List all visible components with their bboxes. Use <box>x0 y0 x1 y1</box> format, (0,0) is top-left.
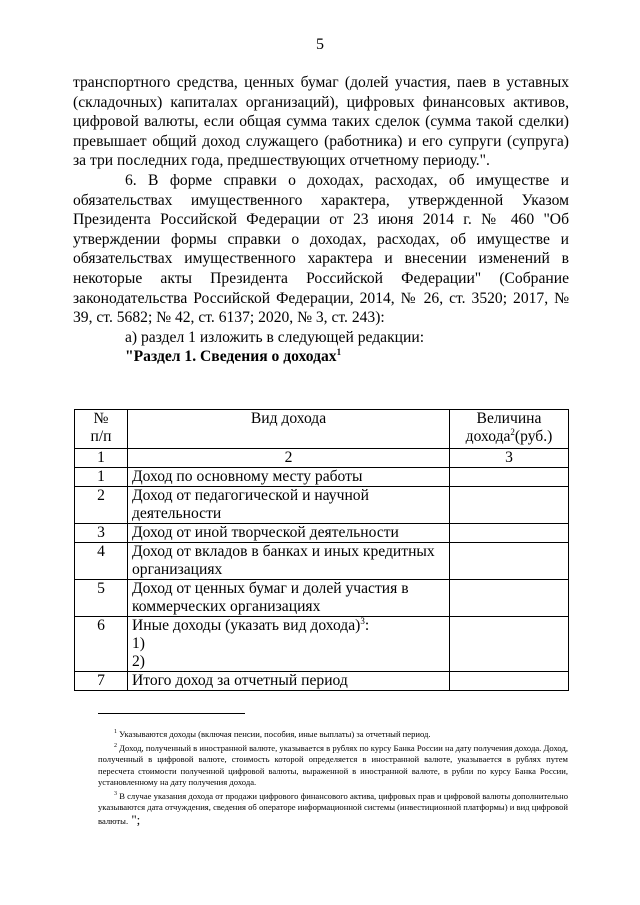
section-title-footnote-mark: 1 <box>336 347 342 358</box>
table-row <box>75 468 569 487</box>
paragraph-item-a: а) раздел 1 изложить в следующей редакции: <box>125 328 425 346</box>
income-type-cell: Иные доходы (указать вид дохода)$^3$: 1) 2) <box>128 617 450 672</box>
footnote-1: $^1$ Указываются доходы (включая пенсии, пособия, иные выплаты) за отчетный период. <box>114 729 431 739</box>
table-row <box>75 580 569 617</box>
income-value-cell <box>450 524 569 543</box>
section-title-text: "Раздел 1. Сведения о доходах <box>125 348 337 366</box>
other-income-sub-2: 2) <box>132 653 145 670</box>
table-row-total <box>75 672 569 691</box>
row-number: 1 <box>75 468 128 487</box>
row-number: 3 <box>75 524 128 543</box>
row-number: 4 <box>75 543 128 580</box>
footnotes <box>98 729 568 829</box>
footnote-3: $^3$ В случае указания дохода от продажи цифрового финансового актива, цифровых прав и цифровой валюты дополнительно указываются дата отчуждения, сведения об операторе информационной системы (инвестиционной платформы) и вид цифровой валюты. "; <box>98 790 568 827</box>
header-number: № п/п <box>75 410 128 449</box>
other-income-sub-1: 1) <box>132 635 145 652</box>
section-title <box>73 347 569 367</box>
footnote-2: $^2$ Доход, полученный в иностранной валюте, указывается в рублях по курсу Банка России на дату получения дохода. Доход, полученный в цифровой валюте, стоимость которой определяется в иностранной валюте, указывается в рублях путем пересчета стоимости полученной цифровой валюты, выраженной в иностранной валюте, в рубли по курсу Банка России, установленному на дату получения дохода. <box>98 742 568 787</box>
table-row <box>75 487 569 524</box>
row-number: 2 <box>75 487 128 524</box>
income-type-cell: Итого доход за отчетный период <box>128 672 450 691</box>
row-number: 5 <box>75 580 128 617</box>
col-number-2: 2 <box>128 449 450 468</box>
income-type-cell: Доход от вкладов в банках и иных кредитных организациях <box>128 543 450 580</box>
body-text <box>73 73 569 367</box>
table-column-numbers-row <box>75 449 569 468</box>
table-row <box>75 524 569 543</box>
col-number-3: 3 <box>450 449 569 468</box>
income-type-cell: Доход по основному месту работы <box>128 468 450 487</box>
income-value-cell <box>450 487 569 524</box>
income-value-cell <box>450 580 569 617</box>
income-value-cell <box>450 468 569 487</box>
footnote-separator <box>98 713 245 714</box>
paragraph-continuation: транспортного средства, ценных бумаг (долей участия, паев в уставных (складочных) капиталах организаций), цифровых финансовых активов, цифровой валюты, если общая сумма таких сделок (сумма такой сделки) превышает общий доход служащего (работника) и его супруги (супруга) за три последних года, предшествующих отчетному периоду.". <box>73 74 569 170</box>
paragraph-item-6: 6. В форме справки о доходах, расходах, об имуществе и обязательствах имущественного характера, утвержденной Указом Президента Российской Федерации от 23 июня 2014 г. № 460 "Об утверждении формы справки о доходах, расходах, об имуществе и обязательствах имущественного характера и внесении изменений в некоторые акты Президента Российской Федерации" (Собрание законодательства Российской Федерации, 2014, № 26, ст. 3520; 2017, № 39, ст. 5682; № 42, ст. 6137; 2020, № 3, ст. 243): <box>73 171 569 327</box>
header-income-value: Величина дохода$^2$(руб.) <box>450 410 569 449</box>
row-number: 7 <box>75 672 128 691</box>
table-row-other-income <box>75 617 569 672</box>
header-income-type: Вид дохода <box>128 410 450 449</box>
col-number-1: 1 <box>75 449 128 468</box>
income-type-cell: Доход от педагогической и научной деятельности <box>128 487 450 524</box>
income-value-cell <box>450 617 569 672</box>
table-header-row <box>75 410 569 449</box>
row-number: 6 <box>75 617 128 672</box>
income-value-cell <box>450 543 569 580</box>
table-row <box>75 543 569 580</box>
income-value-cell <box>450 672 569 691</box>
income-type-cell: Доход от иной творческой деятельности <box>128 524 450 543</box>
income-type-cell: Доход от ценных бумаг и долей участия в коммерческих организациях <box>128 580 450 617</box>
income-table <box>74 409 569 691</box>
page-number: 5 <box>316 36 324 53</box>
